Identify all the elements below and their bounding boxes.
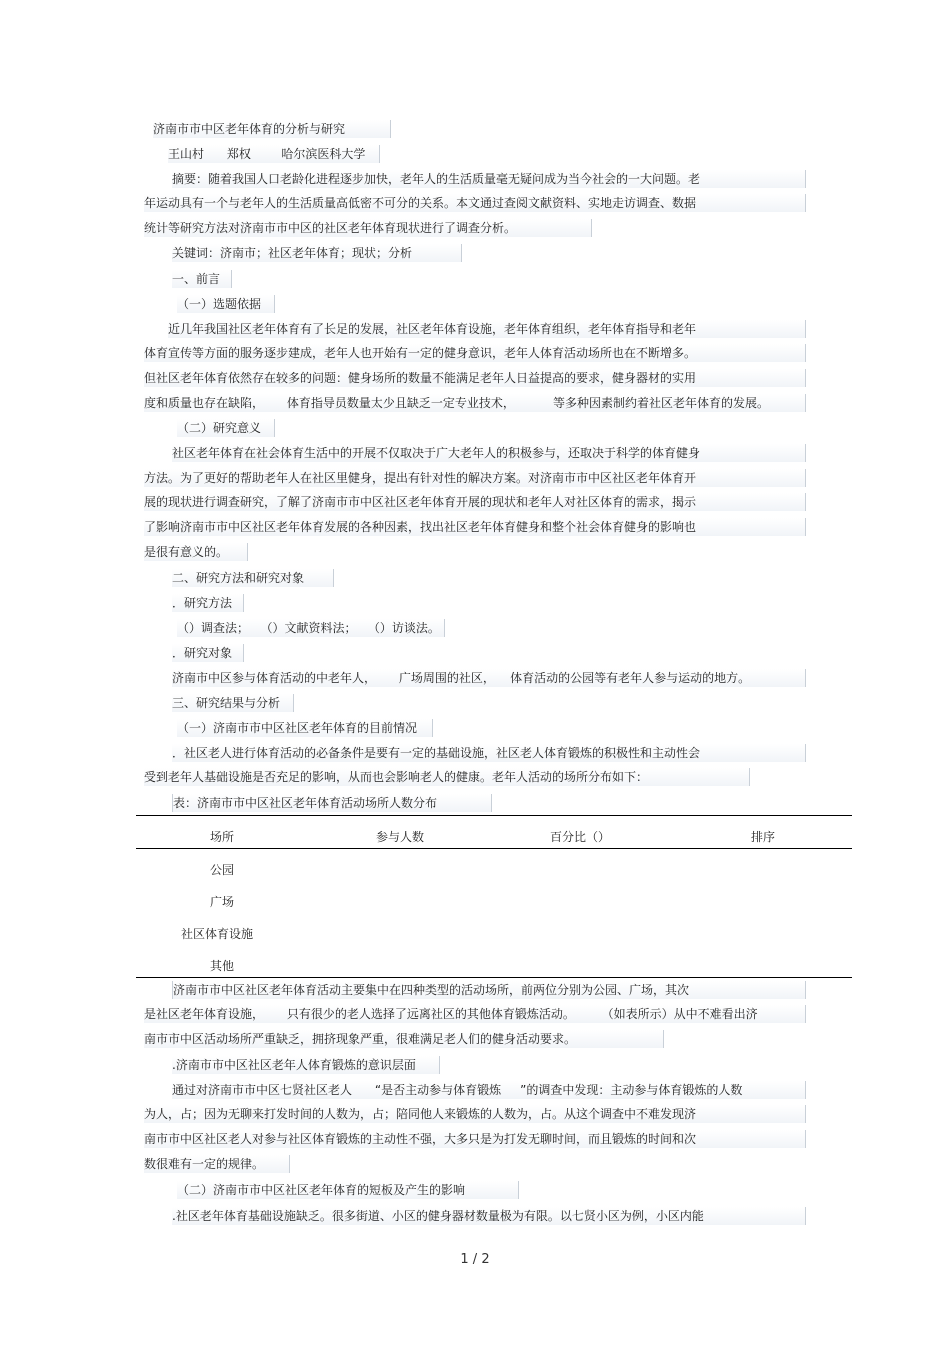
section-heading: 一、前言 — [172, 270, 232, 288]
page-title: 济南市市中区老年体育的分析与研究 — [153, 120, 391, 138]
paragraph-line: .社区老年体育基础设施缺乏。很多街道、小区的健身器材数量极为有限。以七贤小区为例，小区内能 — [172, 1207, 806, 1225]
table-header-place: 场所 — [210, 830, 235, 844]
paragraph-line: 了影响济南市市中区社区老年体育发展的各种因素，找出社区老年体育健身和整个社会体育健身的影响也 — [144, 518, 806, 536]
abstract-line: 摘要：随着我国人口老龄化进程逐步加快，老年人的生活质量毫无疑问成为当今社会的一大问题。老 — [172, 170, 806, 188]
paragraph-line: 社区老年体育在社会体育生活中的开展不仅取决于广大老年人的积极参与，还取决于科学的体育健身 — [172, 444, 806, 462]
table-bottom-rule — [136, 977, 852, 978]
paragraph-line: 方法。为了更好的帮助老年人在社区里健身，提出有针对性的解决方案。对济南市市中区社区老年体育开 — [144, 469, 806, 487]
subsection-heading: （一）选题依据 — [177, 295, 275, 313]
paragraph-line: 度和质量也存在缺陷， 体育指导员数量太少且缺乏一定专业技术， 等多种因素制约着社区老年体育的发展。 — [144, 394, 806, 412]
table-caption: 表：济南市市中区社区老年体育活动场所人数分布 — [172, 794, 492, 812]
table-header-rank: 排序 — [751, 830, 776, 844]
subsection-heading: ．研究对象 — [172, 644, 244, 662]
table-row: 社区体育设施 — [181, 927, 254, 941]
paragraph-line: 是很有意义的。 — [144, 543, 248, 561]
authors: 王山村 郑权 哈尔滨医科大学 — [168, 145, 380, 163]
paragraph-line: 济南市市中区社区老年体育活动主要集中在四种类型的活动场所，前两位分别为公园、广场，其次 — [172, 981, 806, 999]
subsection-heading: （二）研究意义 — [177, 419, 275, 437]
keywords: 关键词：济南市；社区老年体育；现状；分析 — [172, 244, 462, 262]
table-header-percent: 百分比（） — [550, 830, 611, 844]
table-header-count: 参与人数 — [376, 830, 425, 844]
abstract-line: 统计等研究方法对济南市市中区的社区老年体育现状进行了调查分析。 — [144, 219, 592, 237]
paragraph-line: 但社区老年体育依然存在较多的问题：健身场所的数量不能满足老年人日益提高的要求，健身器材的实用 — [144, 369, 806, 387]
paragraph-line: ．社区老人进行体育活动的必备条件是要有一定的基础设施，社区老人体育锻炼的积极性和主动性会 — [172, 744, 806, 762]
subsection-heading: （一）济南市市中区社区老年体育的目前情况 — [177, 719, 433, 737]
paragraph-line: 体育宣传等方面的服务逐步建成，老年人也开始有一定的健身意识，老年人体育活动场所也在不断增多。 — [144, 344, 806, 362]
paragraph-line: 数很难有一定的规律。 — [144, 1155, 290, 1173]
paragraph-line: 南市市中区社区老人对参与社区体育锻炼的主动性不强，大多只是为打发无聊时间，而且锻炼的时间和次 — [144, 1130, 806, 1148]
table-row: 其他 — [210, 959, 235, 973]
paragraph-line: 通过对济南市市中区七贤社区老人 “是否主动参与体育锻炼 ”的调查中发现：主动参与体育锻炼的人数 — [172, 1081, 806, 1099]
page-number: 1 / 2 — [460, 1252, 490, 1267]
table-row: 广场 — [210, 895, 235, 909]
table-row: 公园 — [210, 863, 235, 877]
paragraph-line: 近几年我国社区老年体育有了长足的发展，社区老年体育设施，老年体育组织，老年体育指导和老年 — [168, 320, 806, 338]
subsection-heading: （二）济南市市中区社区老年体育的短板及产生的影响 — [177, 1181, 519, 1199]
table-top-rule — [136, 815, 852, 816]
table-header-rule — [136, 848, 852, 849]
paragraph-line: 受到老年人基础设施是否充足的影响，从而也会影响老人的健康。老年人活动的场所分布如下： — [144, 768, 750, 786]
methods-list: （）调查法； （）文献资料法； （）访谈法。 — [177, 619, 445, 637]
section-heading: 二、研究方法和研究对象 — [172, 569, 334, 587]
abstract-line: 年运动具有一个与老年人的生活质量高低密不可分的关系。本文通过查阅文献资料、实地走访调查、数据 — [144, 194, 806, 212]
paragraph-line: 是社区老年体育设施， 只有很少的老人选择了远离社区的其他体育锻炼活动。 （如表所示）从中不难看出济 — [144, 1005, 806, 1023]
paragraph-line: 济南市中区参与体育活动的中老年人， 广场周围的社区， 体育活动的公园等有老年人参与运动的地方。 — [172, 669, 806, 687]
subsection-heading: ．研究方法 — [172, 594, 244, 612]
section-heading: 三、研究结果与分析 — [172, 694, 294, 712]
paragraph-line: 为人，占；因为无聊来打发时间的人数为，占；陪同他人来锻炼的人数为，占。从这个调查中不难发现济 — [144, 1105, 806, 1123]
paragraph-line: 南市市中区活动场所严重缺乏，拥挤现象严重，很难满足老人们的健身活动要求。 — [144, 1030, 664, 1048]
paragraph-line: 展的现状进行调查研究，了解了济南市市中区社区老年体育开展的现状和老年人对社区体育的需求，揭示 — [144, 493, 806, 511]
subsection-heading: .济南市市中区社区老年人体育锻炼的意识层面 — [172, 1056, 440, 1074]
